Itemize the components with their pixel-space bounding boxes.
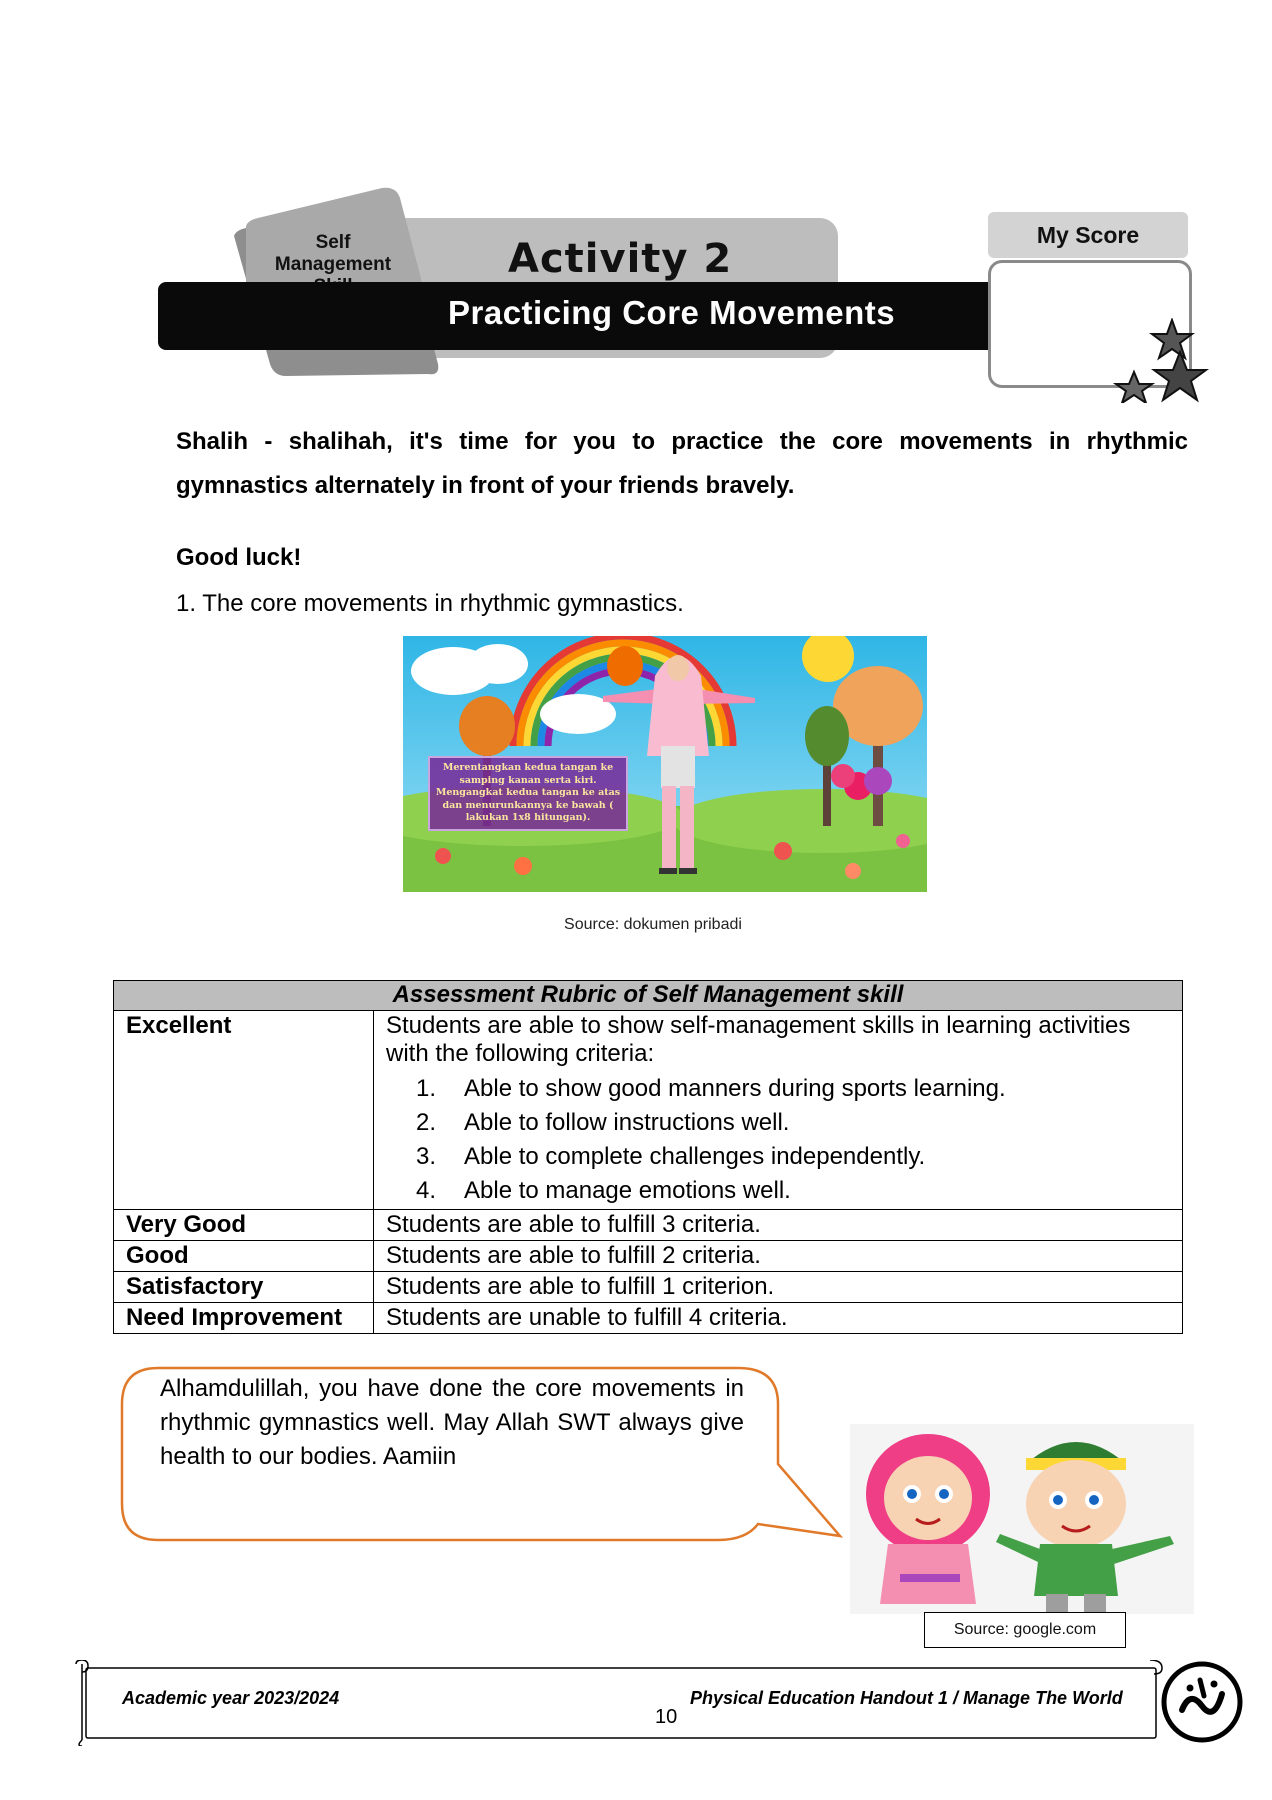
photo-caption: Merentangkan kedua tangan ke samping kanan serta kiri. Mengangkat kedua tangan ke atas dan menurunkannya ke bawah ( lakukan 1x8 hitungan). bbox=[428, 756, 628, 831]
school-logo-icon bbox=[1160, 1660, 1244, 1744]
gymnastics-photo bbox=[403, 636, 927, 892]
rubric-row-good bbox=[114, 1241, 1183, 1272]
good-luck-text: Good luck! bbox=[176, 544, 302, 571]
rubric-level: Excellent bbox=[114, 1011, 374, 1210]
rubric-description: Students are able to fulfill 2 criteria. bbox=[374, 1241, 1183, 1272]
criteria-item: 4. Able to manage emotions well. bbox=[416, 1177, 791, 1204]
rubric-description-text: Students are able to show self-management skills in learning activities with the following criteria: bbox=[386, 1012, 1131, 1067]
criteria-item: 2. Able to follow instructions well. bbox=[416, 1109, 790, 1136]
intro-paragraph: Shalih - shalihah, it's time for you to practice the core movements in rhythmic gymnastics alternately in front of your friends bravely. bbox=[176, 428, 1188, 499]
photo-source: Source: dokumen pribadi bbox=[564, 916, 742, 933]
stars-icon bbox=[1100, 318, 1220, 403]
criteria-item: 1. Able to show good manners during sports learning. bbox=[416, 1075, 1006, 1102]
rubric-row-need-improvement bbox=[114, 1303, 1183, 1334]
rubric-title: Assessment Rubric of Self Management skill bbox=[114, 981, 1183, 1011]
skill-label: Self Management bbox=[274, 232, 392, 275]
title-banner bbox=[158, 282, 998, 350]
rubric-row-excellent bbox=[114, 1011, 1183, 1210]
list-item-core-movements: 1. The core movements in rhythmic gymnastics. bbox=[176, 590, 684, 617]
footer-academic-year: Academic year 2023/2024 bbox=[122, 1688, 340, 1708]
rubric-description: Students are able to fulfill 3 criteria. bbox=[374, 1210, 1183, 1241]
assessment-rubric-table bbox=[113, 980, 1183, 1334]
page-number: 10 bbox=[655, 1706, 678, 1728]
rubric-description: Students are unable to fulfill 4 criteria. bbox=[374, 1303, 1183, 1334]
rubric-level: Satisfactory bbox=[114, 1272, 374, 1303]
muslim-kids-illustration bbox=[850, 1424, 1194, 1614]
banner-title: Practicing Core Movements bbox=[448, 294, 896, 331]
footer-handout-title: Physical Education Handout 1 / Manage The World bbox=[690, 1688, 1123, 1708]
rubric-level: Need Improvement bbox=[114, 1303, 374, 1334]
closing-message: Alhamdulillah, you have done the core movements in rhythmic gymnastics well. May Allah SWT always give health to our bodies. Aamiin bbox=[160, 1375, 744, 1470]
rubric-row-satisfactory bbox=[114, 1272, 1183, 1303]
rubric-row-very-good bbox=[114, 1210, 1183, 1241]
rubric-level: Good bbox=[114, 1241, 374, 1272]
criteria-list bbox=[386, 1072, 1170, 1208]
rubric-level: Very Good bbox=[114, 1210, 374, 1241]
criteria-item: 3. Able to complete challenges independently. bbox=[416, 1143, 926, 1170]
rubric-description: Students are able to fulfill 1 criterion. bbox=[374, 1272, 1183, 1303]
activity-header bbox=[158, 186, 1000, 366]
rubric-header-row bbox=[114, 981, 1183, 1011]
kids-image-source: Source: google.com bbox=[924, 1612, 1126, 1648]
activity-title: Activity 2 bbox=[508, 236, 733, 282]
rubric-description bbox=[374, 1011, 1183, 1210]
my-score-label: My Score bbox=[988, 212, 1188, 258]
